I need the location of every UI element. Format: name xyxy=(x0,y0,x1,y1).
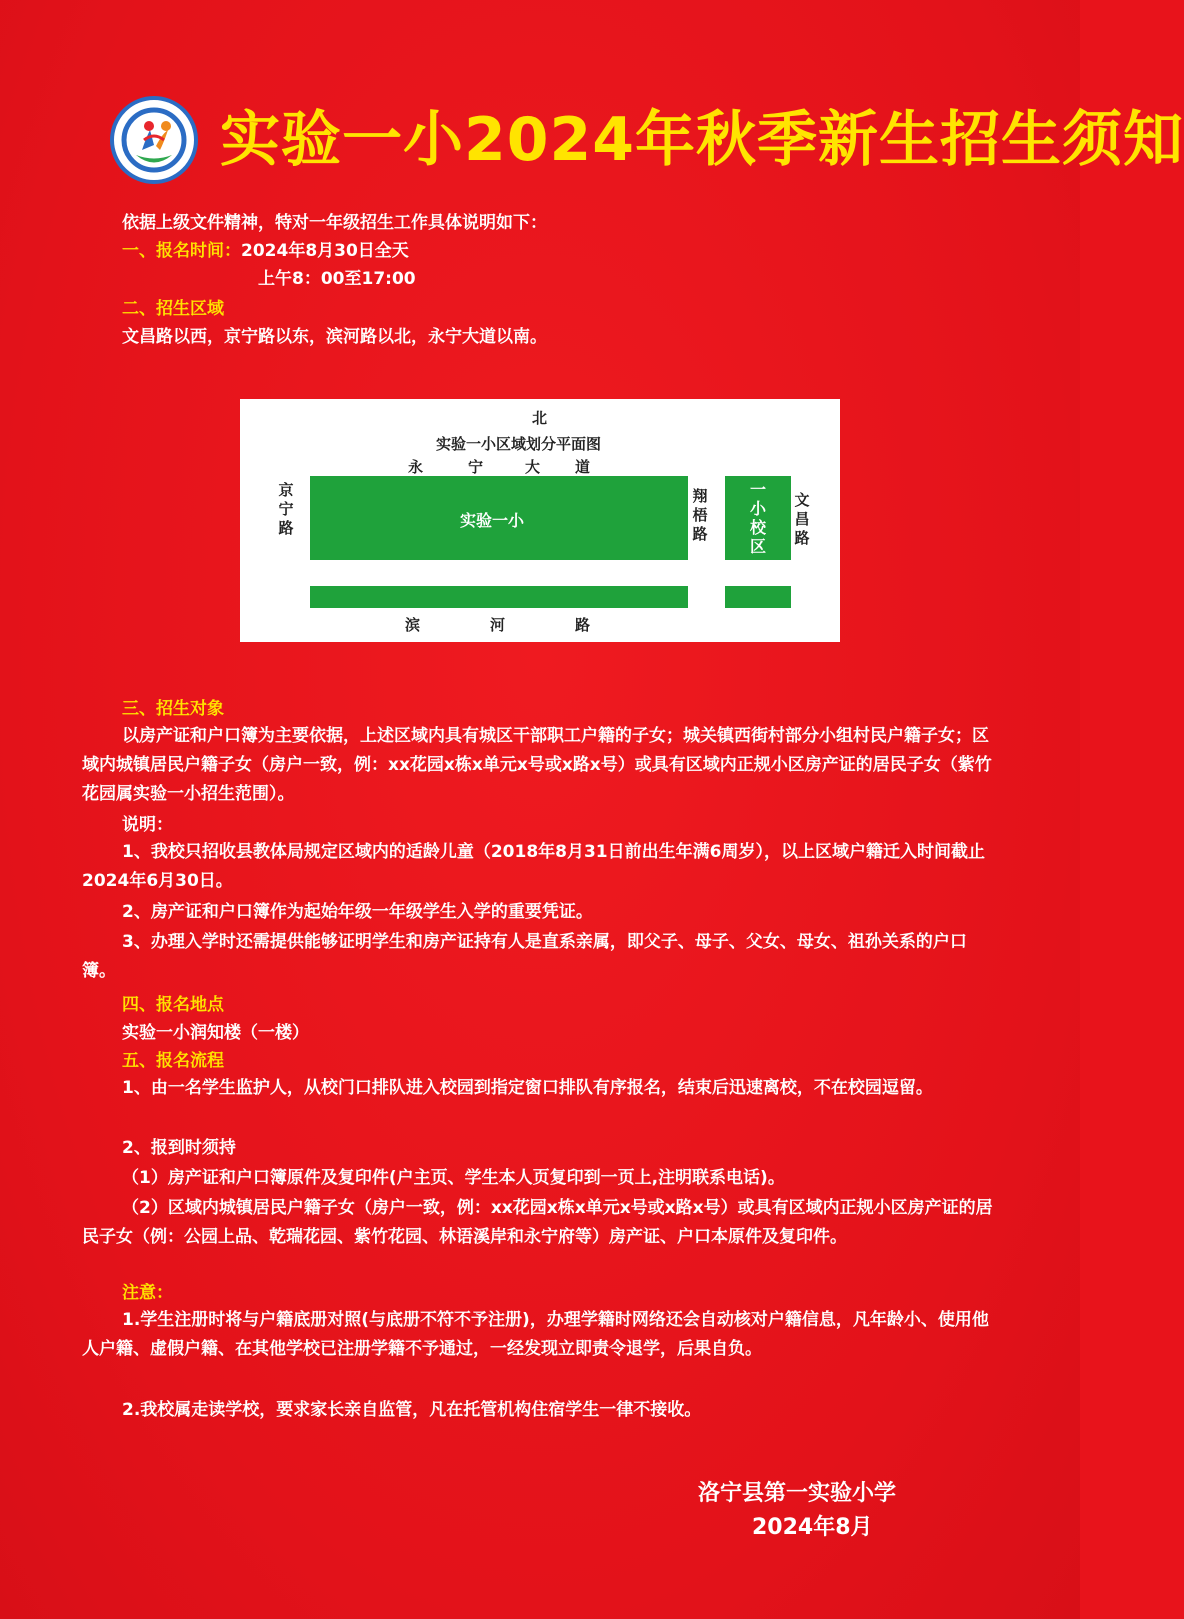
section-5-item-2: （2）区域内城镇居民户籍子女（房户一致，例：xx花园x栋x单元x号或x路x号）或具有区域内正规小区房产证的居民子女（例：公园上品、乾瑞花园、紫竹花园、林语溪岸和永宁府等）房产证、户口本原件及复印件。 xyxy=(82,1198,993,1247)
logo-emblem-icon xyxy=(114,100,194,180)
enrollment-area-map xyxy=(240,399,840,642)
footer-school-name: 洛宁县第一实验小学 xyxy=(698,1481,897,1506)
section-3-text: 以房产证和户口簿为主要依据，上述区域内具有城区干部职工户籍的子女；城关镇西街村部分小组村民户籍子女；区域内城镇居民户籍子女（房户一致，例：xx花园x栋x单元x号或x路x号）或具有区域内正规小区房产证的居民子女（紫竹花园属实验一小招生范围）。 xyxy=(82,726,992,804)
notice-heading: 注意： xyxy=(122,1283,173,1303)
registration-date: 2024年8月30日全天 xyxy=(241,241,409,261)
section-3-heading: 三、招生对象 xyxy=(122,699,224,719)
map-road-right: 文昌路 xyxy=(794,491,810,547)
map-road-bottom-1: 滨 xyxy=(405,616,421,634)
section-2-heading: 二、招生区域 xyxy=(122,299,224,319)
map-north-label: 北 xyxy=(532,409,548,427)
map-campus-block xyxy=(725,476,791,560)
map-road-middle: 翔梧路 xyxy=(692,487,708,543)
section-3-note-1: 1、我校只招收县教体局规定区域内的适龄儿童（2018年8月31日前出生年满6周岁），以上区域户籍迁入时间截止2024年6月30日。 xyxy=(82,842,985,891)
map-caption: 实验一小区域划分平面图 xyxy=(436,435,602,453)
notice-item-2: 2.我校属走读学校，要求家长亲自监管，凡在托管机构住宿学生一律不接收。 xyxy=(122,1400,702,1420)
map-road-bottom-2: 河 xyxy=(490,616,506,634)
section-4-heading: 四、报名地点 xyxy=(122,995,224,1015)
map-road-top-4: 道 xyxy=(575,458,591,476)
map-road-top-1: 永 xyxy=(408,458,424,476)
map-main-block-label: 实验一小 xyxy=(460,511,525,530)
page-title: 实验一小2024年秋季新生招生须知 xyxy=(220,105,1184,175)
map-road-top-3: 大 xyxy=(525,458,541,476)
school-logo xyxy=(110,96,198,184)
footer-date: 2024年8月 xyxy=(752,1515,873,1540)
header xyxy=(110,100,1184,180)
map-road-left: 京宁路 xyxy=(278,481,294,537)
section-3-note-label: 说明： xyxy=(122,815,173,835)
section-3-note-3: 3、办理入学时还需提供能够证明学生和房产证持有人是直系亲属，即父子、母子、父女、母女、祖孙关系的户口簿。 xyxy=(82,932,967,981)
map-lower-strip-campus xyxy=(725,586,791,608)
section-5-heading: 五、报名流程 xyxy=(122,1051,224,1071)
map-road-bottom-3: 路 xyxy=(575,616,591,634)
section-4-text: 实验一小润知楼（一楼） xyxy=(122,1023,309,1043)
section-1-heading: 一、报名时间： xyxy=(122,241,241,261)
section-5-step-1: 1、由一名学生监护人，从校门口排队进入校园到指定窗口排队有序报名，结束后迅速离校，不在校园逗留。 xyxy=(122,1078,933,1098)
map-campus-block-label: 一小校区 xyxy=(750,480,767,556)
map-main-block xyxy=(310,476,688,560)
section-5-item-1: （1）房产证和户口簿原件及复印件(户主页、学生本人页复印到一页上,注明联系电话)。 xyxy=(122,1168,785,1188)
section-1 xyxy=(122,240,409,262)
section-2-text: 文昌路以西，京宁路以东，滨河路以北，永宁大道以南。 xyxy=(122,327,547,347)
section-3-note-2: 2、房产证和户口簿作为起始年级一年级学生入学的重要凭证。 xyxy=(122,902,593,922)
map-road-top-2: 宁 xyxy=(468,458,484,476)
map-lower-strip-main xyxy=(310,586,688,608)
registration-time: 上午8：00至17:00 xyxy=(258,269,416,289)
section-5-step-2: 2、报到时须持 xyxy=(122,1138,236,1158)
intro-text: 依据上级文件精神，特对一年级招生工作具体说明如下： xyxy=(122,213,547,233)
notice-item-1: 1.学生注册时将与户籍底册对照(与底册不符不予注册)，办理学籍时网络还会自动核对户籍信息，凡年龄小、使用他人户籍、虚假户籍、在其他学校已注册学籍不予通过，一经发现立即责令退学，后果自负。 xyxy=(82,1310,989,1359)
